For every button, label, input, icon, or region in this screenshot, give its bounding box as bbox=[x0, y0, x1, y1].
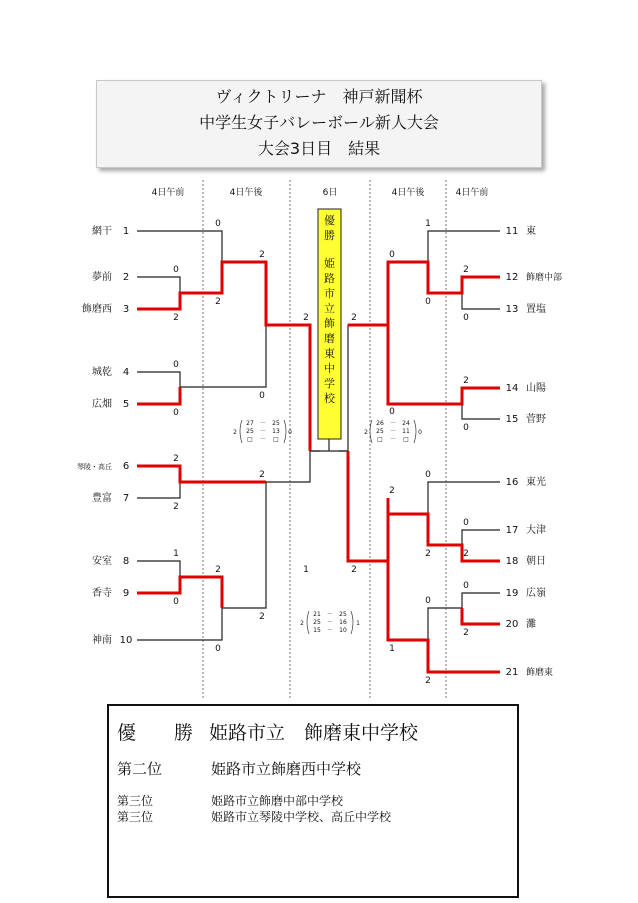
set-score: 11 bbox=[402, 428, 410, 435]
match-score: 0 bbox=[173, 265, 179, 275]
team-number-right: 21 bbox=[505, 667, 519, 678]
third-place-label: 第三位 bbox=[117, 810, 154, 824]
set-score: － bbox=[259, 420, 267, 427]
team-name-right: 東光 bbox=[526, 477, 546, 488]
team-name-left: 琴陵・高丘 bbox=[77, 463, 112, 471]
team-number-left: 7 bbox=[122, 493, 130, 504]
winner-lines-left bbox=[137, 262, 310, 608]
team-number-right: 11 bbox=[505, 226, 519, 237]
team-number-left: 1 bbox=[122, 226, 130, 237]
set-scores-right-semi bbox=[364, 420, 422, 443]
team-name-left: 飾磨西 bbox=[82, 304, 112, 315]
match-score: 1 bbox=[303, 565, 309, 575]
third-place-label: 第三位 bbox=[117, 794, 154, 808]
match-score: 0 bbox=[463, 423, 469, 433]
second-place-school: 姫路市立飾磨西中学校 bbox=[211, 760, 362, 778]
match-score: 2 bbox=[259, 470, 265, 480]
set-score: 10 bbox=[339, 627, 347, 634]
match-score: 2 bbox=[389, 486, 395, 496]
match-score: 0 bbox=[173, 408, 179, 418]
column-header: 6日 bbox=[322, 188, 338, 198]
set-score-total: 1 bbox=[356, 620, 360, 627]
match-score: 0 bbox=[425, 596, 431, 606]
match-score: 1 bbox=[173, 549, 179, 559]
set-score: － bbox=[389, 436, 397, 443]
match-score: 2 bbox=[463, 628, 469, 638]
banner-char: 飾 bbox=[324, 317, 335, 330]
match-score: 2 bbox=[463, 376, 469, 386]
match-score: 0 bbox=[463, 313, 469, 323]
banner-char: 立 bbox=[324, 302, 335, 315]
set-score: 27 bbox=[246, 420, 254, 427]
match-score: 0 bbox=[463, 581, 469, 591]
team-number-left: 4 bbox=[122, 367, 130, 378]
set-score: 25 bbox=[272, 420, 280, 427]
team-number-left: 6 bbox=[122, 461, 130, 472]
banner-char: 姫 bbox=[324, 257, 335, 270]
team-number-left: 9 bbox=[122, 588, 130, 599]
second-place-label: 第二位 bbox=[117, 760, 163, 778]
team-name-left: 広畑 bbox=[92, 399, 112, 410]
set-score: 16 bbox=[339, 619, 347, 626]
match-score: 0 bbox=[173, 360, 179, 370]
match-score: 2 bbox=[173, 454, 179, 464]
set-score-total: 0 bbox=[418, 429, 422, 436]
title-line-1: ヴィクトリーナ 神戸新聞杯 bbox=[215, 87, 423, 106]
team-name-right: 朝日 bbox=[526, 556, 546, 567]
column-header: 4日午後 bbox=[391, 188, 425, 198]
match-score: 0 bbox=[259, 391, 265, 401]
third-place-school: 姫路市立琴陵中学校、高丘中学校 bbox=[211, 810, 392, 824]
match-score: 0 bbox=[463, 518, 469, 528]
team-name-left: 香寺 bbox=[92, 588, 112, 599]
match-score: 2 bbox=[215, 297, 221, 307]
match-score: 0 bbox=[425, 470, 431, 480]
banner-char: 市 bbox=[324, 287, 335, 300]
team-name-left: 城乾 bbox=[92, 367, 112, 378]
team-name-left: 神南 bbox=[92, 635, 112, 646]
banner-char: 磨 bbox=[324, 332, 335, 345]
team-number-right: 15 bbox=[505, 414, 519, 425]
set-score: □ bbox=[403, 436, 409, 443]
team-number-left: 3 bbox=[122, 304, 130, 315]
champion-label: 優 勝 bbox=[117, 722, 194, 744]
set-score: － bbox=[326, 619, 334, 626]
winner-lines-right bbox=[348, 262, 500, 672]
set-score: 13 bbox=[272, 428, 280, 435]
set-score: － bbox=[389, 420, 397, 427]
set-score-total: 0 bbox=[288, 429, 292, 436]
match-score: 2 bbox=[425, 676, 431, 686]
banner-char: 勝 bbox=[324, 229, 335, 242]
set-score: 21 bbox=[313, 611, 321, 618]
match-score: 2 bbox=[351, 313, 357, 323]
match-score: 0 bbox=[425, 297, 431, 307]
set-score: 25 bbox=[246, 428, 254, 435]
team-name-right: 菅野 bbox=[526, 414, 546, 425]
champion-school: 姫路市立 飾磨東中学校 bbox=[209, 722, 419, 744]
column-header: 4日午前 bbox=[455, 188, 489, 198]
match-score: 2 bbox=[215, 565, 221, 575]
third-place-school: 姫路市立飾磨中部中学校 bbox=[211, 794, 344, 808]
set-score: 15 bbox=[313, 627, 321, 634]
team-name-right: 飾磨中部 bbox=[526, 273, 563, 283]
match-score: 1 bbox=[425, 219, 431, 229]
title-line-2: 中学生女子バレーボール新人大会 bbox=[199, 113, 439, 132]
set-score: － bbox=[389, 428, 397, 435]
set-scores-left-semi bbox=[233, 420, 292, 443]
column-header: 4日午後 bbox=[229, 188, 263, 198]
team-number-right: 13 bbox=[505, 304, 519, 315]
set-score: 25 bbox=[313, 619, 321, 626]
set-score: － bbox=[326, 611, 334, 618]
team-number-right: 12 bbox=[505, 272, 519, 283]
banner-char: 学 bbox=[324, 377, 335, 390]
team-name-right: 灘 bbox=[526, 619, 536, 630]
set-scores-final bbox=[300, 611, 360, 634]
set-score: － bbox=[259, 436, 267, 443]
set-score-total: 2 bbox=[233, 429, 237, 436]
match-score: 2 bbox=[463, 265, 469, 275]
match-score: 0 bbox=[215, 644, 221, 654]
banner-char: 中 bbox=[324, 362, 335, 375]
team-name-right: 大津 bbox=[526, 525, 546, 536]
banner-char: 東 bbox=[324, 347, 335, 360]
banner-char: 優 bbox=[324, 214, 335, 227]
team-name-left: 豊富 bbox=[92, 493, 112, 504]
team-name-right: 山陽 bbox=[526, 383, 546, 394]
team-number-right: 16 bbox=[505, 477, 519, 488]
set-score: 24 bbox=[402, 420, 410, 427]
team-number-right: 14 bbox=[505, 383, 519, 394]
team-number-right: 17 bbox=[505, 525, 519, 536]
match-score: 2 bbox=[351, 565, 357, 575]
set-score: － bbox=[326, 627, 334, 634]
set-score: 26 bbox=[376, 420, 384, 427]
team-number-left: 10 bbox=[119, 635, 133, 646]
team-number-right: 20 bbox=[505, 619, 519, 630]
results-box bbox=[107, 704, 519, 898]
team-name-left: 網干 bbox=[92, 226, 112, 237]
set-score: □ bbox=[247, 436, 253, 443]
match-score: 2 bbox=[463, 549, 469, 559]
team-name-left: 夢前 bbox=[92, 272, 112, 283]
set-score: 25 bbox=[376, 428, 384, 435]
team-number-left: 2 bbox=[122, 272, 130, 283]
match-score: 2 bbox=[303, 313, 309, 323]
column-header: 4日午前 bbox=[151, 188, 185, 198]
match-score: 2 bbox=[425, 549, 431, 559]
team-name-left: 安室 bbox=[92, 556, 112, 567]
match-score: 2 bbox=[259, 250, 265, 260]
match-score: 0 bbox=[173, 597, 179, 607]
match-score: 2 bbox=[259, 612, 265, 622]
set-score-total: 2 bbox=[364, 429, 368, 436]
banner-char: 校 bbox=[324, 392, 335, 405]
match-score: 1 bbox=[389, 644, 395, 654]
team-number-left: 5 bbox=[122, 399, 130, 410]
set-score: □ bbox=[377, 436, 383, 443]
match-score: 2 bbox=[173, 313, 179, 323]
match-score: 0 bbox=[389, 250, 395, 260]
team-name-right: 東 bbox=[526, 226, 536, 237]
match-score: 0 bbox=[389, 407, 395, 417]
title-line-3: 大会3日目 結果 bbox=[257, 139, 381, 158]
team-number-left: 8 bbox=[122, 556, 130, 567]
team-name-right: 広嶺 bbox=[526, 588, 546, 599]
banner-char: 路 bbox=[324, 272, 335, 285]
set-score: － bbox=[259, 428, 267, 435]
team-number-right: 18 bbox=[505, 556, 519, 567]
set-score: 25 bbox=[339, 611, 347, 618]
match-score: 2 bbox=[173, 502, 179, 512]
team-number-right: 19 bbox=[505, 588, 519, 599]
team-name-right: 置塩 bbox=[526, 304, 546, 315]
set-score-total: 2 bbox=[300, 620, 304, 627]
set-score: □ bbox=[273, 436, 279, 443]
match-score: 0 bbox=[215, 219, 221, 229]
team-name-right: 飾磨東 bbox=[526, 668, 554, 678]
